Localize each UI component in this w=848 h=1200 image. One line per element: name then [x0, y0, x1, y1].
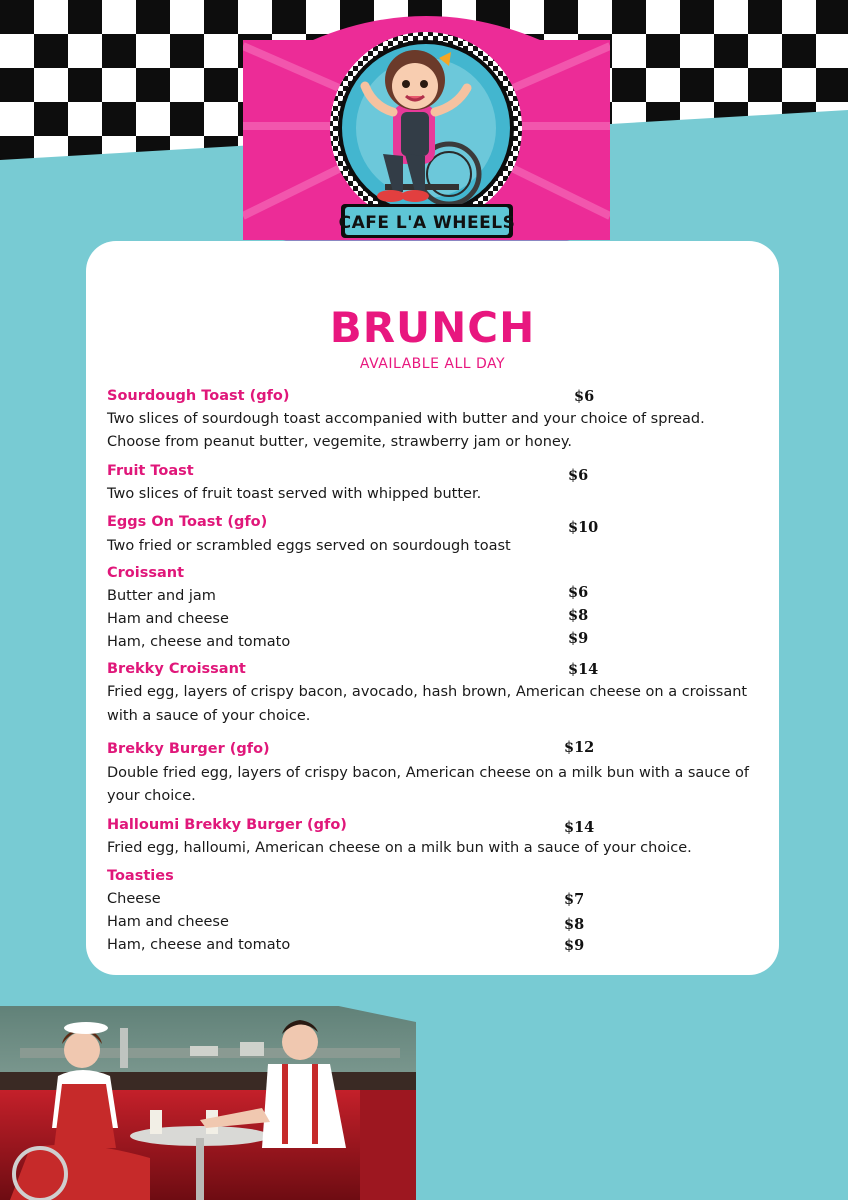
item-price: $12	[564, 739, 595, 756]
item-description: Two slices of sourdough toast accompanied with butter and your choice of spread.	[107, 411, 705, 427]
item-name: Eggs On Toast (gfo)	[107, 514, 268, 530]
item-name: Toasties	[107, 868, 174, 884]
item-description: Choose from peanut butter, vegemite, strawberry jam or honey.	[107, 434, 572, 450]
item-description: your choice.	[107, 788, 196, 804]
diner-photo	[0, 998, 416, 1200]
item-name: Croissant	[107, 565, 185, 581]
menu-subheading: AVAILABLE ALL DAY	[359, 356, 506, 372]
option-label: Ham, cheese and tomato	[107, 634, 291, 650]
option-label: Ham and cheese	[107, 611, 229, 627]
option-price: $7	[564, 891, 585, 908]
item-price: $10	[568, 519, 599, 536]
item-name: Fruit Toast	[107, 463, 194, 479]
item-price: $6	[568, 467, 589, 484]
option-label: Ham and cheese	[107, 914, 229, 930]
item-description: Fried egg, halloumi, American cheese on a milk bun with a sauce of your choice.	[107, 840, 692, 856]
option-price: $6	[568, 584, 589, 601]
option-label: Butter and jam	[107, 588, 216, 604]
option-label: Ham, cheese and tomato	[107, 937, 291, 953]
item-description: Fried egg, layers of crispy bacon, avocado, hash brown, American cheese on a croissant	[107, 684, 748, 700]
item-name: Brekky Burger (gfo)	[107, 741, 270, 757]
cafe-logo	[243, 16, 610, 273]
logo-text: CAFE L'A WHEELS	[338, 213, 516, 233]
menu-heading: BRUNCH	[329, 303, 536, 352]
item-name: Sourdough Toast (gfo)	[107, 388, 290, 404]
option-price: $9	[568, 630, 589, 647]
item-description: Double fried egg, layers of crispy bacon, American cheese on a milk bun with a sauce of	[107, 765, 749, 781]
menu-card	[86, 241, 779, 975]
option-price: $8	[568, 607, 589, 624]
item-description: Two slices of fruit toast served with whipped butter.	[107, 486, 482, 502]
option-price: $9	[564, 937, 585, 954]
item-description: Two fried or scrambled eggs served on sourdough toast	[107, 538, 511, 554]
item-name: Halloumi Brekky Burger (gfo)	[107, 817, 347, 833]
item-price: $6	[574, 388, 595, 405]
item-price: $14	[568, 661, 599, 678]
item-name: Brekky Croissant	[107, 661, 246, 677]
option-price: $8	[564, 916, 585, 933]
item-price: $14	[564, 819, 595, 836]
item-description: with a sauce of your choice.	[107, 708, 311, 724]
option-label: Cheese	[107, 891, 161, 907]
